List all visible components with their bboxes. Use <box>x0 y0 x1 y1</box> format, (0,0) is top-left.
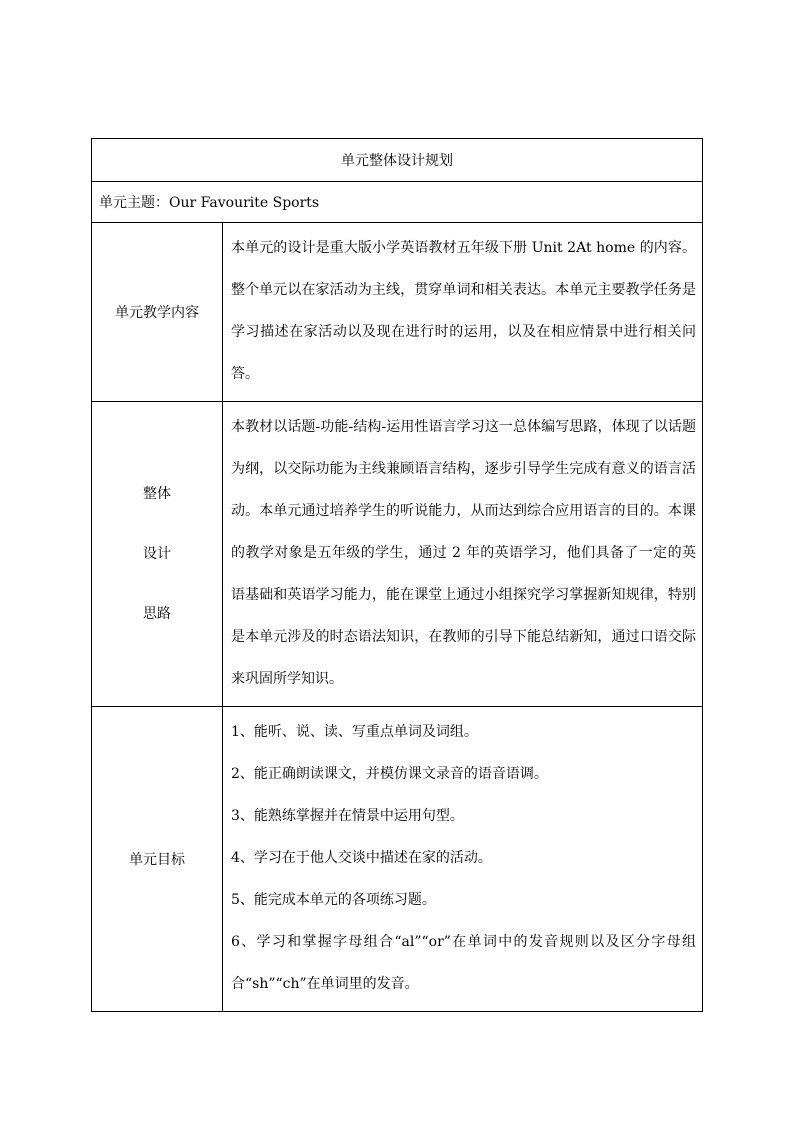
design-label-line: 整体 <box>143 486 171 502</box>
goal-item: 6、学习和掌握字母组合“al”“or”在单词中的发音规则以及区分字母组合“sh”“ch”在单词里的发音。 <box>231 934 696 992</box>
goals-row <box>92 707 703 1012</box>
goal-item: 4、学习在于他人交谈中描述在家的活动。 <box>231 850 492 866</box>
content-text: 本单元的设计是重大版小学英语教材五年级下册 Unit 2At home 的内容。整个单元以在家活动为主线，贯穿单词和相关表达。本单元主要教学任务是学习描述在家活动以及现在进行时的运用，以及在相应情景中进行相关问答。 <box>223 223 703 402</box>
unit-plan-table <box>91 138 703 1012</box>
unit-theme: 单元主题：Our Favourite Sports <box>92 182 703 223</box>
content-label: 单元教学内容 <box>92 223 223 402</box>
design-label-line: 思路 <box>143 606 171 622</box>
design-label-line: 设计 <box>143 546 171 562</box>
design-label <box>92 402 223 707</box>
goals-label: 单元目标 <box>92 707 223 1012</box>
goal-item: 1、能听、说、读、写重点单词及词组。 <box>231 724 478 740</box>
title-row <box>92 139 703 182</box>
content-row <box>92 223 703 402</box>
theme-row <box>92 182 703 223</box>
table-title: 单元整体设计规划 <box>92 139 703 182</box>
goal-item: 3、能熟练掌握并在情景中运用句型。 <box>231 808 464 824</box>
goal-item: 5、能完成本单元的各项练习题。 <box>231 892 436 908</box>
design-text: 本教材以话题-功能-结构-运用性语言学习这一总体编写思路，体现了以话题为纲，以交际功能为主线兼顾语言结构，逐步引导学生完成有意义的语言活动。本单元通过培养学生的听说能力，从而达到综合应用语言的目的。本课的教学对象是五年级的学生，通过 2 年的英语学习，他们具备了一定的英语基础和英语学习能力，能在课堂上通过小组探究学习掌握新知规律，特别是本单元涉及的时态语法知识，在教师的引导下能总结新知，通过口语交际来巩固所学知识。 <box>223 402 703 707</box>
design-row <box>92 402 703 707</box>
goals-list <box>223 707 703 1012</box>
goal-item: 2、能正确朗读课文，并模仿课文录音的语音语调。 <box>231 766 548 782</box>
